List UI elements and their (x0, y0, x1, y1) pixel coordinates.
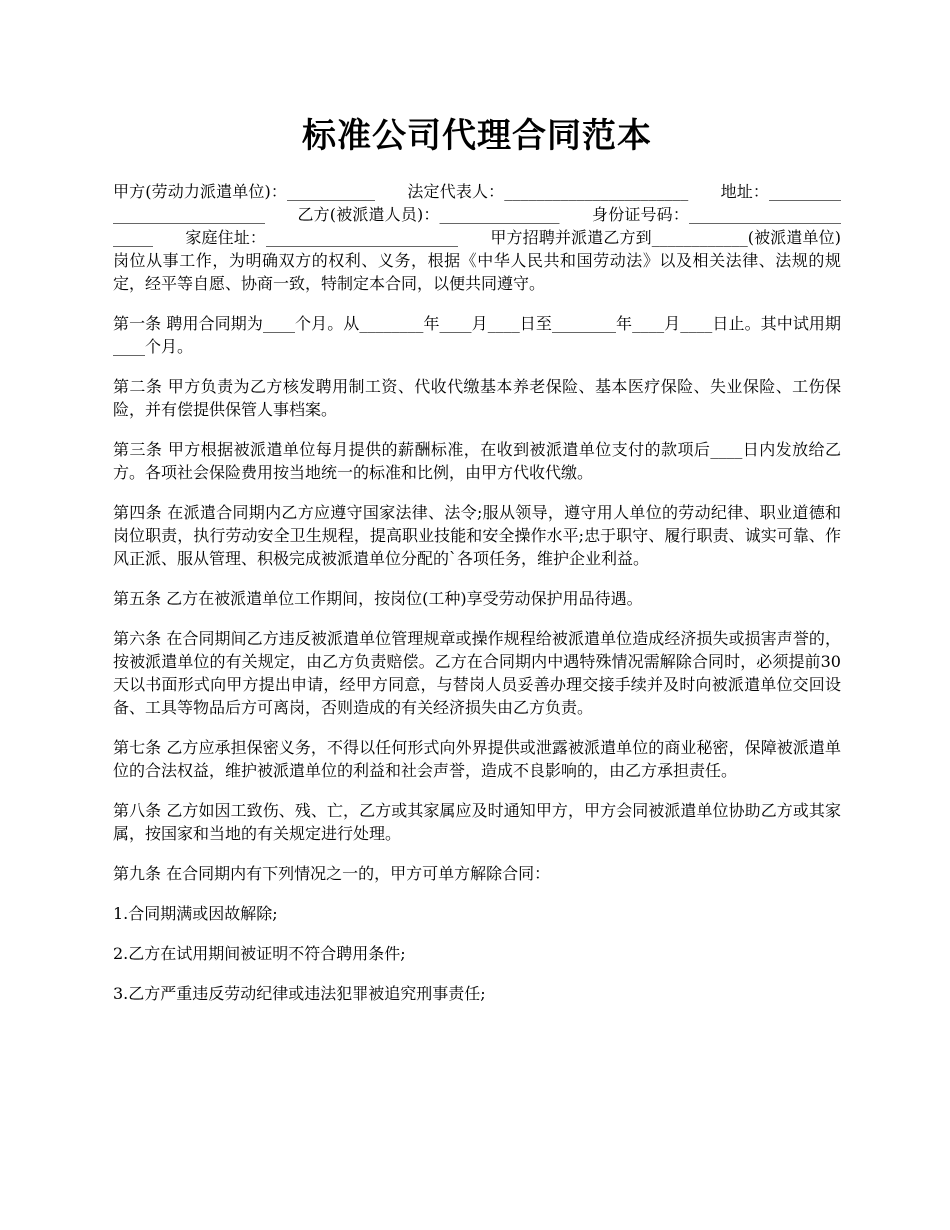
article-1: 第一条 聘用合同期为____个月。从________年____月____日至________年____月____日止。其中试用期____个月。 (113, 314, 841, 356)
article-5: 第五条 乙方在被派遣单位工作期间，按岗位(工种)享受劳动保护用品待遇。 (113, 589, 643, 608)
article-3: 第三条 甲方根据被派遣单位每月提供的薪酬标准，在收到被派遣单位支付的款项后____日内发放给乙方。各项社会保险费用按当地统一的标准和比例，由甲方代收代缴。 (113, 440, 841, 482)
article-7: 第七条 乙方应承担保密义务，不得以任何形式向外界提供或泄露被派遣单位的商业秘密，保障被派遣单位的合法权益，维护被派遣单位的利益和社会声誉，造成不良影响的，由乙方承担责任。 (113, 738, 841, 780)
contract-intro: 甲方(劳动力派遣单位)：___________ 法定代表人：_______________________ 地址：____________________________ 乙方(被派遣人员)：_______________ 身份证号码：________________________ 家庭住址：________________________ 甲方招聘并派遣乙方到____________(被派遣单位)岗位从事工作，为明确双方的权利、义务，根据《中华人民共和国劳动法》以及相关法律、法规的规定，经平等自愿、协商一致，特制定本合同，以便共同遵守。 (113, 182, 841, 293)
list-item: 1.合同期满或因故解除; (113, 904, 278, 923)
list-item: 3.乙方严重违反劳动纪律或违法犯罪被追究刑事责任; (113, 984, 486, 1003)
list-item: 2.乙方在试用期间被证明不符合聘用条件; (113, 944, 406, 963)
article-2: 第二条 甲方负责为乙方核发聘用制工资、代收代缴基本养老保险、基本医疗保险、失业保险、工伤保险，并有偿提供保管人事档案。 (113, 377, 841, 419)
document-page (113, 112, 841, 1022)
article-4: 第四条 在派遣合同期内乙方应遵守国家法律、法令;服从领导，遵守用人单位的劳动纪律、职业道德和岗位职责，执行劳动安全卫生规程，提高职业技能和安全操作水平;忠于职守、履行职责、诚实可靠、作风正派、服从管理、积极完成被派遣单位分配的`各项任务，维护企业利益。 (113, 503, 841, 568)
article-6: 第六条 在合同期间乙方违反被派遣单位管理规章或操作规程给被派遣单位造成经济损失或损害声誉的，按被派遣单位的有关规定，由乙方负责赔偿。乙方在合同期内中遇特殊情况需解除合同时，必须提前30天以书面形式向甲方提出申请，经甲方同意，与替岗人员妥善办理交接手续并及时向被派遣单位交回设备、工具等物品后方可离岗，否则造成的有关经济损失由乙方负责。 (113, 629, 841, 717)
document-title: 标准公司代理合同范本 (302, 116, 652, 156)
article-8: 第八条 乙方如因工致伤、残、亡，乙方或其家属应及时通知甲方，甲方会同被派遣单位协助乙方或其家属，按国家和当地的有关规定进行处理。 (113, 801, 841, 843)
article-9: 第九条 在合同期内有下列情况之一的，甲方可单方解除合同： (113, 864, 551, 883)
